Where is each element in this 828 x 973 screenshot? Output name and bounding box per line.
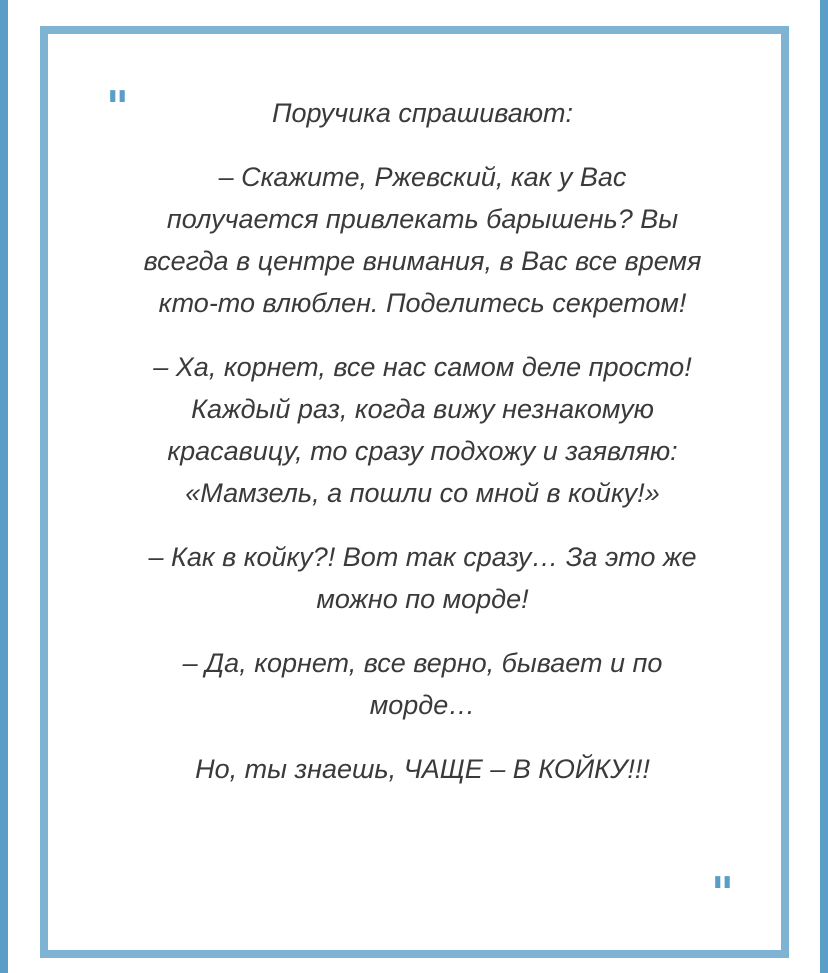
quote-paragraph: – Как в койку?! Вот так сразу… За это же можно по морде! (148, 542, 697, 614)
quote-paragraph: – Ха, корнет, все нас самом деле просто! Каждый раз, когда вижу незнакомую красавицу, то сразу подхожу и заявляю: «Мамзель, а пошли со мной в койку!» (153, 352, 692, 508)
quote-box (40, 26, 789, 958)
right-accent-bar (820, 0, 828, 973)
open-quote-icon: " (106, 82, 127, 133)
close-quote-icon: " (711, 868, 732, 919)
quote-paragraph: Поручика спрашивают: (271, 98, 574, 128)
quote-paragraph: – Да, корнет, все верно, бывает и по морде… (182, 648, 663, 720)
quote-paragraph: – Скажите, Ржевский, как у Вас получается привлекать барышень? Вы всегда в центре внимания, в Вас все время кто-то влюблен. Поделитесь секретом! (143, 162, 702, 318)
quote-text (140, 92, 705, 812)
quote-paragraph: Но, ты знаешь, ЧАЩЕ – В КОЙКУ!!! (195, 754, 650, 784)
left-accent-bar (0, 0, 8, 973)
